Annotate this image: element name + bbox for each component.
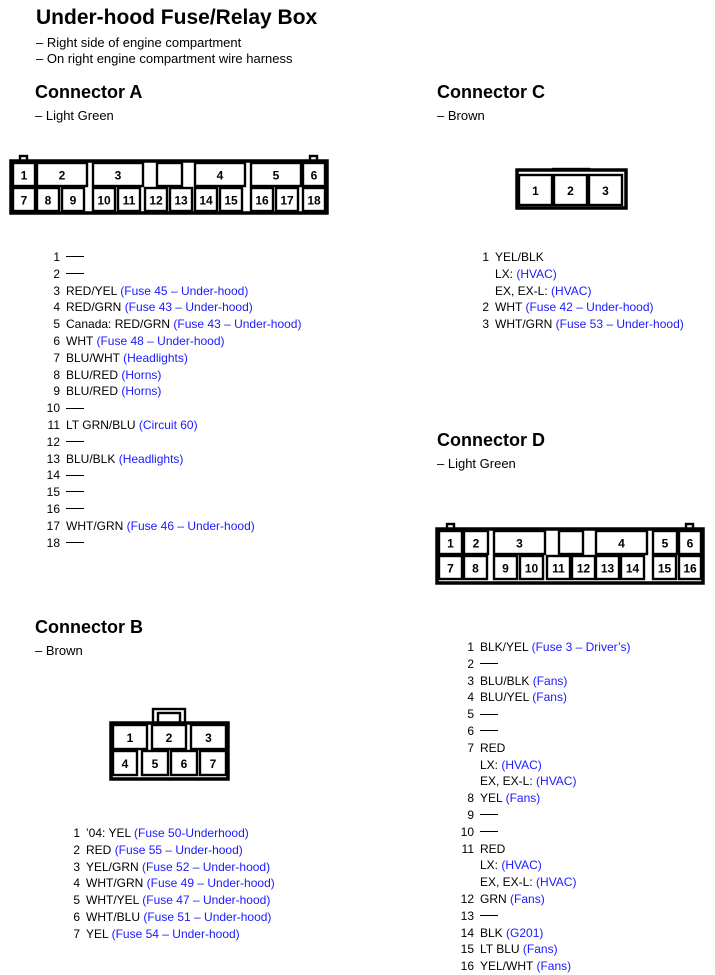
empty-pin-dash: [480, 730, 498, 731]
pin-wire-color: RED: [86, 842, 112, 857]
connector-d-pin-label: 8: [472, 561, 479, 576]
variant-circuit: (HVAC): [516, 266, 557, 281]
pin-row: [432, 958, 631, 975]
connector-a-pin-label: 18: [307, 193, 321, 208]
pin-number: 4: [467, 690, 474, 705]
connector-a-pin-label: 17: [280, 193, 294, 208]
pin-circuit: (Horns): [121, 367, 162, 382]
connector-a-pin-label: 11: [122, 193, 136, 208]
connector-d-pin-label: 10: [524, 561, 539, 576]
connector-d-pin-label: 16: [683, 561, 697, 576]
connector-a-pin-label: 16: [255, 193, 269, 208]
pin-row: [432, 656, 631, 673]
pin-variant-row: [432, 857, 631, 874]
pin-number: 16: [46, 501, 60, 516]
pin-number: 2: [467, 656, 474, 671]
pin-row: [432, 824, 631, 841]
connector-a-color: – Light Green: [35, 108, 114, 123]
connector-c-title: Connector C: [437, 82, 545, 102]
pin-number: 16: [460, 959, 474, 974]
pin-circuit: (Headlights): [118, 451, 184, 466]
connector-b-pin-label: 7: [209, 757, 217, 771]
connector-d-pin-label: 13: [600, 561, 615, 576]
connector-a-pin-label: 13: [174, 193, 188, 208]
pin-wire-color: WHT/YEL: [86, 893, 139, 908]
pin-number: 6: [53, 333, 60, 348]
connector-b-pin-label: 6: [180, 757, 188, 771]
connector-d-pin-label: 5: [661, 536, 669, 551]
pin-wire-color: RED: [480, 841, 506, 856]
variant-label: EX, EX-L:: [480, 774, 533, 789]
connector-c-pin-label: 2: [567, 184, 574, 198]
connector-d-pin-label: 6: [686, 536, 694, 551]
pin-circuit: (Fuse 42 – Under-hood): [525, 300, 654, 315]
pin-number: 12: [460, 891, 474, 906]
pin-row: [432, 639, 631, 656]
pin-circuit: (Fans): [522, 942, 558, 957]
variant-label: LX:: [480, 858, 499, 873]
empty-pin-dash: [480, 663, 498, 664]
connector-a-pin-label: 2: [58, 168, 66, 183]
pin-number: 10: [46, 401, 60, 416]
empty-pin-dash: [480, 831, 498, 832]
pin-row: [432, 706, 631, 723]
pin-number: 4: [73, 876, 80, 891]
connector-b-pin-label: 3: [205, 731, 212, 745]
pin-row: [432, 891, 631, 908]
pin-wire-color: BLU/RED: [66, 384, 119, 399]
pin-number: 1: [482, 250, 489, 264]
connector-c-pin-label: 3: [602, 184, 609, 198]
connector-a-pin-label: 9: [69, 193, 77, 208]
pin-number: 9: [53, 384, 60, 399]
pin-wire-color: WHT: [66, 333, 94, 348]
pin-number: 3: [467, 673, 474, 688]
pin-number: 12: [46, 434, 60, 449]
pin-wire-color: YEL/GRN: [86, 859, 139, 874]
pin-circuit: (Fuse 3 – Driver’s): [531, 640, 631, 654]
pin-number: 10: [460, 824, 474, 839]
pin-number: 18: [46, 535, 60, 550]
location-note-2: – On right engine compartment wire harness: [36, 51, 293, 66]
connector-d-color: – Light Green: [437, 456, 516, 471]
pin-wire-color: BLK: [480, 925, 503, 940]
pin-circuit: (Fuse 50-Underhood): [134, 826, 249, 840]
pin-number: 5: [53, 317, 60, 332]
connector-a-pin-label: 3: [114, 168, 122, 183]
pin-wire-color: WHT/GRN: [66, 518, 124, 533]
pin-row: [432, 925, 631, 942]
pin-number: 2: [482, 300, 489, 315]
pin-number: 5: [467, 707, 474, 722]
empty-pin-dash: [480, 714, 498, 715]
pin-wire-color: YEL: [86, 926, 109, 941]
page-title: Under-hood Fuse/Relay Box: [36, 6, 318, 29]
pin-number: 13: [46, 451, 60, 466]
pin-variant-row: [432, 874, 631, 891]
connector-b-color: – Brown: [35, 643, 83, 658]
connector-d-pin-label: 11: [552, 561, 565, 576]
pin-number: 1: [53, 250, 60, 264]
pin-row: [432, 673, 631, 690]
pin-wire-color: ’04: YEL: [86, 826, 131, 840]
pin-circuit: (Fuse 51 – Under-hood): [143, 909, 272, 924]
pin-circuit: (Fuse 53 – Under-hood): [555, 317, 684, 332]
variant-circuit: (HVAC): [536, 774, 577, 789]
pin-number: 14: [460, 925, 474, 940]
pin-circuit: (Fans): [536, 959, 572, 974]
pin-circuit: (Fuse 52 – Under-hood): [142, 859, 271, 874]
pin-number: 7: [53, 350, 60, 365]
connector-a-pin-label: 10: [97, 193, 111, 208]
variant-circuit: (HVAC): [536, 875, 577, 890]
pin-number: 3: [482, 317, 489, 332]
connector-d-pin-label: 7: [447, 561, 454, 576]
pin-wire-color: RED/YEL: [66, 283, 117, 298]
pin-number: 3: [73, 859, 80, 874]
pin-wire-color: YEL/BLK: [495, 250, 544, 264]
pin-wire-color: YEL/WHT: [480, 959, 534, 974]
pin-circuit: (Fuse 43 – Under-hood): [124, 300, 253, 315]
pin-row: [432, 790, 631, 807]
pin-row: [432, 689, 631, 706]
pin-wire-color: BLU/WHT: [66, 350, 120, 365]
pin-row: [432, 841, 631, 858]
connector-b-pin-label: 2: [165, 731, 173, 745]
pin-wire-color: BLU/YEL: [480, 690, 529, 705]
pin-number: 2: [73, 842, 80, 857]
connector-a-pin-label: 6: [310, 168, 318, 183]
variant-circuit: (HVAC): [551, 283, 592, 298]
pin-wire-color: WHT/BLU: [86, 909, 140, 924]
connector-a-pin-label: 5: [272, 168, 280, 183]
connector-a-pin-label: 8: [44, 193, 52, 208]
pin-number: 13: [460, 908, 474, 923]
connector-b-pin-label: 4: [121, 757, 129, 771]
connector-d-pin-label: 2: [472, 536, 480, 551]
pin-number: 7: [73, 926, 80, 941]
pin-number: 14: [46, 468, 60, 483]
pin-number: 3: [53, 283, 60, 298]
connector-b-pin-label: 1: [126, 731, 134, 745]
pin-row: [432, 908, 631, 925]
pin-wire-color: BLU/RED: [66, 367, 119, 382]
pin-number: 6: [467, 723, 474, 738]
connector-d-pin-list: [432, 639, 631, 975]
pin-number: 5: [73, 893, 80, 908]
pin-number: 2: [53, 266, 60, 281]
connector-d-pin-label: 1: [447, 536, 454, 551]
pin-number: 8: [53, 367, 60, 382]
connector-b-pin-label: 5: [151, 757, 159, 771]
pin-wire-color: GRN: [480, 891, 507, 906]
connector-a-pin-label: 15: [224, 193, 238, 208]
location-note-1: – Right side of engine compartment: [36, 35, 242, 50]
pin-wire-color: BLK/YEL: [480, 640, 529, 654]
pin-circuit: (Fans): [510, 891, 545, 906]
connector-d-pin-label: 3: [516, 536, 523, 551]
connector-b-title: Connector B: [35, 617, 143, 637]
connector-d-title: Connector D: [437, 430, 545, 450]
pin-row: [432, 941, 631, 958]
connector-a-pin-label: 7: [20, 193, 28, 208]
connector-d-pin-label: 12: [576, 561, 591, 576]
pin-number: 8: [467, 791, 474, 806]
empty-pin-dash: [480, 915, 498, 916]
pin-circuit: (Horns): [121, 384, 162, 399]
pin-number: 1: [73, 826, 80, 840]
pin-row: [432, 740, 631, 757]
pin-wire-color: RED: [480, 740, 506, 755]
variant-circuit: (HVAC): [501, 858, 542, 873]
pin-number: 11: [47, 417, 60, 432]
pin-wire-color: YEL: [480, 791, 503, 806]
connector-d-pin-label: 15: [657, 561, 672, 576]
connector-a-pin-label: 1: [20, 168, 28, 183]
pin-wire-color: Canada: RED/GRN: [66, 317, 171, 332]
pin-circuit: (Fuse 45 – Under-hood): [120, 283, 249, 298]
pin-wire-color: LT BLU: [480, 942, 520, 957]
pin-wire-color: BLU/BLK: [66, 451, 116, 466]
pin-wire-color: WHT: [495, 300, 523, 315]
pin-number: 6: [73, 909, 80, 924]
variant-circuit: (HVAC): [501, 757, 542, 772]
empty-pin-dash: [480, 814, 498, 815]
pin-number: 15: [46, 485, 60, 500]
pin-circuit: (Fuse 43 – Under-hood): [173, 317, 302, 332]
pin-number: 4: [53, 300, 60, 315]
pin-circuit: (Fans): [505, 791, 541, 806]
connector-a-title: Connector A: [35, 82, 143, 102]
connector-a-pin-label: 12: [149, 193, 163, 208]
connector-d-pin-label: 4: [618, 536, 625, 551]
connector-d-key-slot: [559, 531, 583, 554]
variant-label: EX, EX-L:: [480, 875, 533, 890]
pin-wire-color: RED/GRN: [66, 300, 122, 315]
pin-variant-row: [432, 773, 631, 790]
pin-circuit: (Fuse 55 – Under-hood): [114, 842, 243, 857]
pin-circuit: (Fuse 54 – Under-hood): [111, 926, 240, 941]
pin-row: [432, 723, 631, 740]
pin-wire-color: WHT/GRN: [86, 876, 144, 891]
pin-number: 9: [467, 807, 474, 822]
pin-circuit: (Circuit 60): [138, 417, 198, 432]
pin-circuit: (G201): [506, 925, 544, 940]
pin-wire-color: LT GRN/BLU: [66, 417, 136, 432]
connector-a-pin-label: 4: [216, 168, 224, 183]
variant-label: EX, EX-L:: [495, 283, 548, 298]
pin-circuit: (Fans): [532, 673, 568, 688]
connector-c-color: – Brown: [437, 108, 485, 123]
pin-number: 7: [467, 740, 474, 755]
pin-circuit: (Fuse 49 – Under-hood): [146, 876, 275, 891]
variant-label: LX:: [480, 757, 499, 772]
connector-d-pin-label: 14: [625, 561, 640, 576]
pin-variant-row: [432, 757, 631, 774]
pin-number: 17: [46, 518, 60, 533]
connector-c-pin-label: 1: [532, 184, 539, 198]
pin-circuit: (Headlights): [123, 350, 188, 365]
pin-circuit: (Fuse 47 – Under-hood): [142, 893, 271, 908]
pin-number: 15: [460, 942, 474, 957]
pin-wire-color: WHT/GRN: [495, 317, 553, 332]
pin-circuit: (Fuse 48 – Under-hood): [96, 333, 225, 348]
pin-number: 11: [461, 841, 474, 856]
pin-circuit: (Fans): [532, 690, 567, 705]
pin-circuit: (Fuse 46 – Under-hood): [126, 518, 255, 533]
pin-wire-color: BLU/BLK: [480, 673, 530, 688]
connector-a-pin-label: 14: [199, 193, 213, 208]
connector-d-pin-label: 9: [502, 561, 509, 576]
variant-label: LX:: [495, 266, 514, 281]
pin-row: [432, 807, 631, 824]
pin-number: 1: [467, 640, 474, 654]
